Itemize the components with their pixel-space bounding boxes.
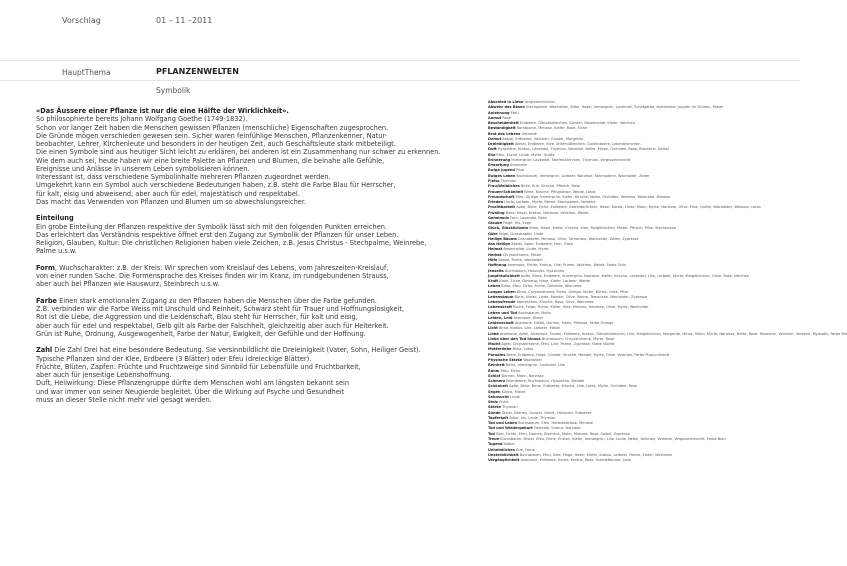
glossary-term: Leben (488, 284, 501, 289)
glossary-term: Segen (488, 389, 501, 394)
text-line: aber auch bei Pflanzen wie Hauswurz, Steinbrech u.s.w. (36, 280, 220, 289)
glossary-plants: Wacholder (523, 358, 543, 363)
classification-paragraph (36, 214, 446, 255)
text-line: Duft, Heilwirkung: Diese Pflanzengruppe dürfte dem Menschen wohl am längsten bekannt sein (36, 379, 350, 388)
proposal-date: 01 – 11 –2011 (156, 16, 213, 25)
text-line: aber auch für edel und respektabel, Gelb gilt als Farbe der Falschheit, gleichzeitig aber auch für Heiterkeit. (36, 321, 389, 330)
glossary-plants: Thymian (500, 178, 517, 183)
glossary-term: Unheimliches (488, 447, 515, 452)
glossary-plants: Apfel, Birke, Eiche, Erdbeere, Getreide/Gräser, Hasel, Kürbis, Linde, Mohn, Myrte, Narzisse, Olive, Pilze, Quitte, Wacholder, Walnuss, Lotos (516, 205, 761, 210)
glossary-term: Leiden, Leid (488, 315, 513, 320)
glossary-term: Lebenskraft (488, 305, 512, 310)
text-line: Palme u.s.w. (36, 247, 77, 256)
text-line: Das erleichtert das Verständnis respektive öffnet erst den Zugang zur Symbolik der Pflanzen für unser Leben. (36, 230, 399, 239)
text-line: Schon vor langer Zeit haben die Menschen gewissen Pflanzen (menschliche) Eigenschaften zugesprochen. (36, 123, 389, 132)
text-line: Einen stark emotionalen Zugang zu den Pflanzen haben die Menschen über die Farbe gefunden. (57, 296, 377, 305)
glossary-term: Tugend (488, 442, 503, 447)
glossary-plants: Getreide, Krokus, Narzisse (533, 426, 581, 431)
glossary-plants: Bellis, Immergrün, Lavendel, Lilie (505, 363, 566, 368)
glossary-term: Fleiss (488, 178, 500, 183)
keyword: Zahl (36, 346, 53, 355)
text-line: Umgekehrt kann ein Symbol auch verschiedene Bedeutungen haben, z.B. steht die Farbe Blau für Herrscher, (36, 181, 396, 190)
glossary-term: Jungfräulichkeit (488, 273, 520, 278)
glossary-plants: Apfel, Chrysantheme, Efeu, Lilie, Palme, Zypresse, Farbe Violett (501, 342, 615, 347)
divider (0, 80, 800, 81)
glossary-term: Sünde (488, 410, 501, 415)
glossary-term: Brot des Lebens (488, 131, 521, 136)
text-line: von einer runden Sache. Die Formensprache des Kreises finden wir im Kranz, im rundgebundenen Strauss, (36, 272, 389, 281)
glossary-term: Frieden (488, 200, 504, 205)
section-heading: Einteilung (36, 214, 74, 223)
text-line: Grün ist Ruhe, Ordnung, Ausgewogenheit, Farbe der Natur, Ewigkeit, der Gefühle und der Hoffnung. (36, 329, 366, 338)
glossary-plants: Linde, Lorbeer, Myrte, Palme, Stechpalme, Verbene (504, 200, 596, 205)
quote: «Das Äussere einer Pflanze ist nur die eine Hälfte der Wirklichkeit». (36, 107, 289, 115)
glossary-plants: Buchsbaum, Mohn (518, 310, 552, 315)
glossary-term: Bescheidenheit (488, 121, 519, 126)
glossary-term: Leben und Tod (488, 310, 518, 315)
glossary-term: Heilige Bäume (488, 236, 517, 241)
glossary-plants: Stechpalme, Wacholder, Birke, Hasel, Immergrün, Lavendel, Schafgarbe, Kornblume, Jungfer im Grünen, Mistel (526, 105, 724, 110)
glossary-plants: Anemone (510, 163, 527, 168)
glossary-term: Tod und Leben (488, 421, 518, 426)
glossary-plants: Akelei, Erdbeere, Klee, Stiefmütterchen, Goldenbeere, Lebenblümchen (514, 142, 641, 147)
glossary-entry (488, 458, 788, 463)
text-line: Die Zahl Drei hat eine besondere Bedeutung. Sie versinnbildlicht die Dreieinigkeit (Vater, Sohn, Heiliger Geist). (52, 346, 421, 355)
glossary-term: Duft (488, 147, 497, 152)
glossary-term: Schönheit (488, 384, 508, 389)
glossary-plants: Rose (502, 115, 511, 120)
form-paragraph (36, 264, 446, 289)
glossary-term: Paradies (488, 352, 506, 357)
glossary-plants: Anemone, Apfel, Artemisia, Enzian, Erdbeere, Krokus, Gänseblümchen, Lilie, Maiglöckchen, Margerite, Minze, Mohn, Myrte, Narzisse, Nelke, Rose, Rosmarin, Veilchen, Verbene, Myosotis, Farbe Rot (499, 331, 847, 336)
glossary-plants: Salbei (503, 442, 515, 447)
glossary-plants: Pilze (516, 168, 525, 173)
text-line: , Wuchscharakter: z.B. der Kreis. Wir sprechen vom Kreislauf des Lebens, vom Jahreszeiten-Kreislauf, (54, 263, 389, 272)
glossary-plants: Eibe, Fichte, Efeu, Dornen, Eisenhut, Mohn, Mimose, Rose, Salbei, Zypresse (496, 431, 630, 436)
glossary-plants: Hyazinthe, Krokus, Lavendel, Thymian, Narzisse, Nelke, Minze, Orchidee, Rose, Rosmarin, Salbei (497, 147, 669, 152)
glossary-plants: Linde (510, 394, 520, 399)
glossary-term: Freundschaft (488, 194, 515, 199)
glossary-plants: Kornblume, Mimose, Kiefer, Rose, Eiche (516, 126, 588, 131)
glossary-plants: Birke, Hasel, Krokus, Narzisse, Veilchen, Weide (505, 210, 589, 215)
glossary-plants: Birke, Krokus, Lilie, Lorbeer, Mistel (498, 326, 561, 331)
text-line: muss an dieser Stelle nicht mehr viel gesagt werden. (36, 395, 212, 404)
glossary-plants: Birke, Kirsche, Pfingstrose, Weide, Lotos (524, 189, 596, 194)
glossary-plants: Birke, Iris, Linde, Thymian (509, 415, 556, 420)
text-line: Typische Pflanzen sind der Klee, Erdbeere (3 Blätter) oder Efeu (dreieckige Blätter). (36, 354, 312, 363)
glossary-term: Lebensbaum (488, 294, 514, 299)
glossary-term: Glaube (488, 221, 502, 226)
glossary-plants: Buchsbaum, Efeu, Herbstzeitlose, Mimose (518, 421, 593, 426)
glossary-plants: Thymian (502, 405, 518, 410)
glossary-term: Lebensfreude (488, 300, 516, 305)
text-line: Rot ist die Liebe, die Aggression und die Leidenschaft, Blau steht für Herrscher, für kalt und eisig, (36, 313, 358, 322)
glossary-plants: Distel, Dornen, Ginster, Heide, Holunder, Erdbeere (501, 410, 592, 415)
glossary-term: Hilfe (488, 257, 498, 262)
glossary-plants: Apfel, Birke, Birne, Erdbeere, Kirsche, Lilie, Lotos, Myrte, Orchidee, Rose (509, 384, 638, 389)
glossary-term: Beständigkeit (488, 126, 516, 131)
text-line: für kalt, eisig und abweisend, aber auch für edel, majestätisch und respektabel. (36, 189, 300, 198)
glossary-term: Abwehr des Bösen (488, 105, 525, 110)
glossary-term: Ruhm (488, 368, 500, 373)
number-paragraph (36, 346, 446, 404)
glossary-plants: Apfel, Birne, Erdbeere, Immergrün, Kastanie, Kiefer, Kirsche, Lavendel, Lilie, Lorbeer, Myrte, Maiglöckchen, Olive, Rose, Veilchen (520, 273, 750, 278)
glossary-term: Dreieinigkeit (488, 142, 514, 147)
glossary-term: Abschied in Liebe (488, 100, 524, 104)
glossary-plants: Akelei, Fichte, Wacholder (498, 257, 543, 262)
glossary-plants: Buchsbaum, Chrysantheme, Myrte, Rose (541, 336, 615, 341)
glossary-term: Geheimnis (488, 215, 510, 220)
glossary-term: Ewiges Leben (488, 173, 516, 178)
glossary-term: Erwartung (488, 163, 509, 168)
symbol-glossary (488, 100, 847, 463)
glossary-term: Erinnerung (488, 157, 511, 162)
glossary-plants: Anemone, Distel (513, 315, 543, 320)
text-line: Früchte, Blüten, Zapfen: Früchte und Fruchtzweige sind Sinnbild für Lebensfülle und Fruchtbarkeit, (36, 362, 361, 371)
glossary-plants: Akelei, Apfel, Erdbeere, Farn, Olive (511, 242, 573, 247)
glossary-term: Anlehnung (488, 110, 510, 115)
text-line: Die Gründe mögen verschieden gewesen sein. Sicher waren feinfühlige Menschen, Pflanzenkenner, Natur- (36, 131, 388, 140)
glossary-term: Stärke (488, 405, 502, 410)
main-theme-label: HauptThema (62, 68, 111, 77)
glossary-plants: Esche, Feige, Fichte, Kiefer, Klee, Mimose, Narzisse, Olive, Myrte, Wacholder (513, 305, 649, 310)
glossary-term: Langes Leben (488, 289, 516, 294)
glossary-plants: Dornen, Mohn, Narzisse (501, 373, 544, 378)
text-line: Ein grobe Einteilung der Pflanzen respektive der Symbolik lässt sich mit den folgenden Punkten erreichen. (36, 222, 388, 231)
proposal-label: Vorschlag (62, 16, 101, 25)
keyword: Form (36, 263, 55, 272)
glossary-plants: Farn, Lavendel, Rose (510, 215, 547, 220)
glossary-plants: Getreide (521, 131, 537, 136)
glossary-plants: Erdbeere, Gänseblümchen, Ginster, Besenheide, Kiefer, Veilchen (519, 121, 635, 126)
glossary-term: Physische Stärke (488, 358, 523, 363)
glossary-term: Tod und Wiedergeburt (488, 426, 533, 431)
glossary-plants: Efeu, Ginkgo, Immergrün, Kiefer, Kirsche, Nelke, Orchidee, Verbene, Weinrebe, Mimose (515, 194, 671, 199)
glossary-plants: Birne, Chrysantheme, Eiche, Ginkgo, Kiefer, Kürbis, Olive, Pilze (516, 289, 629, 294)
text-line: So philosophierte bereits Johann Wolfgang Goethe (1749-1832). (36, 115, 248, 124)
main-theme: PFLANZENWELTEN (156, 67, 239, 76)
text-line: beobachter, Lehrer, Kirchenleute und besonders in der heutigen Zeit, auch Geschäftsleute stark mitbeteiligt. (36, 140, 396, 148)
glossary-plants: Immergrün, Lavendel, Stiefmütterchen, Thymian, Vergissmeinnicht (511, 157, 631, 162)
glossary-term: Schlaf (488, 373, 501, 378)
glossary-plants: Feige, Iris, Ysop (503, 221, 531, 226)
glossary-plants: Granatapfel, Mimose, Olive, Tamariske, Wacholder, Zeder, Zypresse (518, 236, 639, 241)
glossary-plants: Ebereschen, Kirsche, Rose, Olive, Weinrebe (516, 300, 594, 305)
glossary-term: Licht (488, 326, 498, 331)
glossary-term: Tapferkeit (488, 415, 509, 420)
glossary-term: Güte (488, 231, 498, 236)
intro-paragraph (36, 107, 446, 206)
glossary-plants: Efeu, Esche, Linde, Myrte, Quitte (496, 152, 555, 157)
glossary-term: Frauen-Schönheit (488, 189, 524, 194)
text-line: Ereignisse und Anlässe in unserem Leben symbolisieren können. (36, 164, 250, 173)
glossary-plants: Brombeere, Buchsbaum, Hyazinthe, Mandel (506, 379, 585, 384)
glossary-plants: Kürbis, Malve (501, 389, 526, 394)
glossary-plants: Buchsbaum, Mistel, Efeu, Eiche, Enzian, Kiefer, Immergrün, Lilie, Linde, Nelke, Veilchen, Verbene, Vergissmeinnicht, Farbe Blau (500, 437, 726, 441)
text-line: Z.B. verbinden wir die Farbe Weiss mit Unschuld und Reinheit, Schwarz steht für Trauer und Hoffnungslosigkeit, (36, 305, 405, 314)
glossary-term: Vergänglichkeit (488, 458, 520, 463)
glossary-term: Tod (488, 431, 495, 436)
glossary-term: Ewige Jugend (488, 168, 515, 173)
glossary-term: Glück, Glücklichsein (488, 226, 529, 231)
glossary-term: Sehnsucht (488, 394, 509, 399)
glossary-plants: Birke, Lotos (512, 347, 534, 352)
glossary-term: Liebe (488, 331, 499, 336)
glossary-plants: Buchsbaum, Immergrün, Lorbeer, Narzisse, Stechpalme, Wacholder, Zeder (516, 173, 650, 178)
glossary-term: Unsterblichkeit (488, 452, 519, 457)
color-paragraph (36, 297, 446, 338)
glossary-term: Stolz (488, 400, 498, 405)
section-subtitle: Symbolik (156, 86, 191, 95)
keyword: Farbe (36, 296, 58, 305)
glossary-term: Liebe über den Tod hinaus (488, 336, 541, 341)
text-line: Das macht das Verwenden von Pflanzen und Blumen um so abwechslungsreicher. (36, 197, 307, 206)
glossary-term: Schmerz (488, 379, 506, 384)
glossary-term: Jenseits (488, 268, 504, 273)
glossary-plants: Birne, Erdbeere, Feige, Ginster, Kirsche, Mandel, Myrte, Olive, Veilchen, Farbe Purpur-Violett (506, 352, 670, 357)
glossary-term: Heimat (488, 247, 503, 252)
glossary-plants: Anemone, Distel, Dornen, Mohn, Mimose, Farbe Orange (514, 321, 614, 326)
text-line: Religion, Glauben, Kultur: Die christlichen Religionen haben viele Zeichen, z.B. Jesus Christus - Stechpalme, Weinrebe, (36, 239, 427, 248)
glossary-term: Ehe (488, 152, 496, 157)
glossary-term: Mutterliebe (488, 347, 512, 352)
glossary-term: das Heilige (488, 242, 511, 247)
glossary-term: Hoffnung (488, 263, 507, 268)
glossary-plants: Erle, Farne (515, 447, 535, 452)
glossary-plants: Besenheide, Linde, Myrte (503, 247, 549, 252)
glossary-term: Herbst (488, 252, 502, 257)
glossary-plants: Efeu (510, 110, 519, 115)
glossary-term: Leidenschaft (488, 321, 514, 326)
text-line: aber auch für jenseitige Lebenshoffnung. (36, 371, 172, 380)
glossary-term: Demut (488, 136, 502, 141)
text-line: und war immer von seiner Neugierde begleitet. Über die Wirkung auf Psyche und Gesundheit (36, 387, 345, 396)
glossary-term: Anmut (488, 115, 502, 120)
glossary-plants: Chrysantheme, Mistel (502, 252, 542, 257)
glossary-term: Kraft (488, 279, 499, 284)
glossary-term: Treue (488, 437, 500, 441)
text-line: Die einen Symbole sind aus heutiger Sicht leicht zu erklären, bei anderen ist ein Zusammenhang nur schwer zu erkennen. (36, 148, 441, 157)
glossary-plants: Birke, Efeu, Eiche, Fichte, Getreide, Weinrebe (501, 284, 582, 289)
glossary-plants: Anemone, Fichte, Krokus, Lilie, Primel, Veilchen, Weide, Farbe Grün (507, 263, 627, 268)
glossary-term: Frau/Weibliches (488, 184, 520, 189)
glossary-term: Frühling (488, 210, 505, 215)
glossary-plants: Vergissmeinnicht (524, 100, 555, 104)
glossary-plants: Efeu, Eiche (500, 368, 521, 373)
divider (0, 60, 800, 61)
glossary-plants: Eiche (499, 400, 509, 405)
glossary-plants: Feige, Granatapfel, Linde (498, 231, 544, 236)
text-line: Wie dem auch sei, heute haben wir eine breite Palette an Pflanzen und Blumen, die beinahe alle Gefühle, (36, 156, 385, 165)
glossary-plants: Birke, Erle, Kirsche, Pfirsich, Rose (520, 184, 581, 189)
main-text (36, 107, 446, 412)
glossary-plants: Buchsbaum, Holunder, Hyazinthe (504, 268, 565, 273)
glossary-term: Macht (488, 342, 501, 347)
glossary-term: Fruchtbarkeit (488, 205, 516, 210)
text-line: Interessant ist, dass verschiedene Symbolinhalte mehreren Pflanzen zugeordnet werden. (36, 173, 331, 181)
glossary-plants: Anemone, Erdbeere, Esche, Krokus, Rose, Schmetblume, Laub (520, 458, 632, 463)
glossary-plants: Akelei, Erdbeere, Veilchen, Ginster, Margerite (502, 136, 584, 141)
glossary-term: Reinheit (488, 363, 505, 368)
glossary-plants: Birke, Eiche, Ginseng, Hirse, Kiefer, Lorbeer, Weide (499, 279, 590, 284)
glossary-plants: Buchsbaum, Efeu, Eibe, Feige, Hasel, Kiefer, Krokus, Lorbeer, Palme, Zeder, Weinrebe (519, 452, 672, 457)
glossary-plants: Birne, Kiefer, Linde, Mandel, Olive, Palme, Tamariske, Wacholder, Zypresse (514, 294, 648, 299)
glossary-plants: Birke, Hasel, Kiefer, Kirsche, Klee, Maiglöckchen, Mistel, Pfirsich, Pilze, Stechpalme (529, 226, 677, 231)
